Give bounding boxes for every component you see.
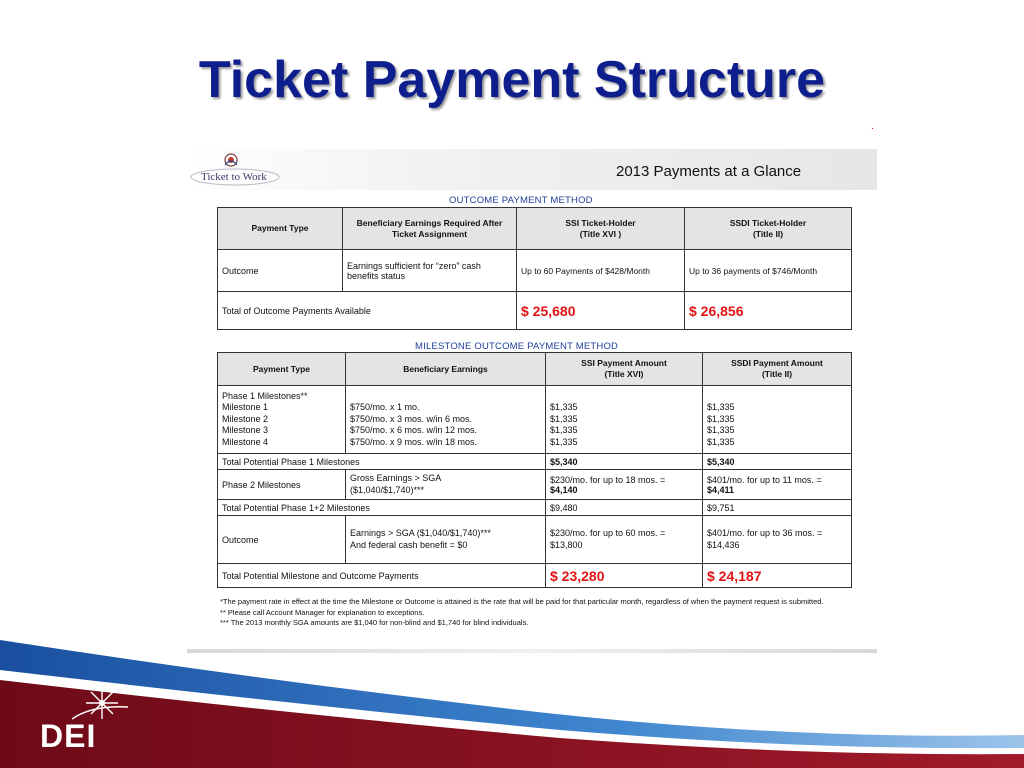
total-ssi: $ 25,680 [517, 292, 685, 330]
total-label: Total Potential Milestone and Outcome Payments [218, 564, 546, 588]
outcome-method-label: OUTCOME PAYMENT METHOD [449, 195, 593, 206]
total-label: Total of Outcome Payments Available [218, 292, 517, 330]
document-header [187, 149, 877, 190]
header-cell: Payment Type [218, 208, 343, 250]
table-header-row [218, 353, 852, 386]
header-cell: Beneficiary Earnings [346, 353, 546, 386]
cell: $750/mo. x 1 mo. $750/mo. x 3 mos. w/in 6 mos. $750/mo. x 6 mos. w/in 12 mos. $750/mo. x 9 mos. w/in 18 mos. [346, 386, 546, 454]
table-row [218, 516, 852, 564]
dei-star-icon [72, 683, 132, 723]
header-cell: SSI Ticket-Holder (Title XVI ) [517, 208, 685, 250]
milestone-method-label: MILESTONE OUTCOME PAYMENT METHOD [415, 341, 619, 352]
total-ssdi: $9,751 [703, 500, 852, 516]
payment-document [187, 149, 877, 654]
title-dot: . [871, 121, 874, 132]
ssdi-amount-line: $401/mo. for up to 11 mos. = [707, 474, 822, 485]
total-ssdi: $ 24,187 [703, 564, 852, 588]
cell: $1,335 $1,335 $1,335 $1,335 [703, 386, 852, 454]
total-row [218, 292, 852, 330]
ssi-amount-line: $230/mo. for up to 18 mos. = [550, 474, 666, 485]
footnote: ** Please call Account Manager for explanation to exceptions. [220, 607, 425, 617]
cell: Earnings > SGA ($1,040/$1,740)*** And federal cash benefit = $0 [346, 516, 546, 564]
dei-logo: DEI [40, 718, 97, 754]
cell [703, 470, 852, 500]
cell: Outcome [218, 516, 346, 564]
footnote: *** The 2013 monthly SGA amounts are $1,040 for non-blind and $1,740 for blind individuals. [220, 618, 529, 627]
header-cell: Beneficiary Earnings Required After Ticket Assignment [343, 208, 517, 250]
table-row [218, 386, 852, 454]
cell: $230/mo. for up to 60 mos. = $13,800 [546, 516, 703, 564]
cell: Outcome [218, 250, 343, 292]
total-row [218, 454, 852, 470]
total-ssi: $9,480 [546, 500, 703, 516]
cell: Phase 1 Milestones** Milestone 1 Milestone 2 Milestone 3 Milestone 4 [218, 386, 346, 454]
document-title: 2013 Payments at a Glance [616, 163, 802, 180]
cell: Phase 2 Milestones [218, 470, 346, 500]
total-label: Total Potential Phase 1+2 Milestones [218, 500, 546, 516]
logo-text: Ticket to Work [201, 171, 267, 183]
outcome-payment-table [217, 207, 852, 330]
total-row [218, 564, 852, 588]
ticket-to-work-logo [189, 151, 281, 187]
total-ssi: $ 23,280 [546, 564, 703, 588]
total-ssdi: $ 26,856 [685, 292, 852, 330]
header-cell: Payment Type [218, 353, 346, 386]
footer-wave-art [0, 607, 1024, 768]
header-cell: SSDI Ticket-Holder (Title II) [685, 208, 852, 250]
total-ssi: $5,340 [546, 454, 703, 470]
cell: $1,335 $1,335 $1,335 $1,335 [546, 386, 703, 454]
total-ssdi: $5,340 [703, 454, 852, 470]
table-row [218, 250, 852, 292]
ssdi-amount-value: $4,411 [707, 484, 735, 495]
table-row [218, 470, 852, 500]
cell: $401/mo. for up to 36 mos. = $14,436 [703, 516, 852, 564]
total-label: Total Potential Phase 1 Milestones [218, 454, 546, 470]
cell: Earnings sufficient for “zero” cash benefits status [343, 250, 517, 292]
milestone-payment-table [217, 352, 852, 588]
table-header-row [218, 208, 852, 250]
footnote: *The payment rate in effect at the time the Milestone or Outcome is attained is the rate that will be paid for that particular month, regardless of when the payment request is submitted. [220, 597, 824, 606]
cell [546, 470, 703, 500]
total-row [218, 500, 852, 516]
ssi-amount-value: $4,140 [550, 484, 578, 495]
header-cell: SSDI Payment Amount (Title II) [703, 353, 852, 386]
header-cell: SSI Payment Amount (Title XVI) [546, 353, 703, 386]
cell: Up to 36 payments of $746/Month [685, 250, 852, 292]
slide-title: Ticket Payment Structure [198, 51, 826, 109]
cell: Up to 60 Payments of $428/Month [517, 250, 685, 292]
cell: Gross Earnings > SGA ($1,040/$1,740)*** [346, 470, 546, 500]
